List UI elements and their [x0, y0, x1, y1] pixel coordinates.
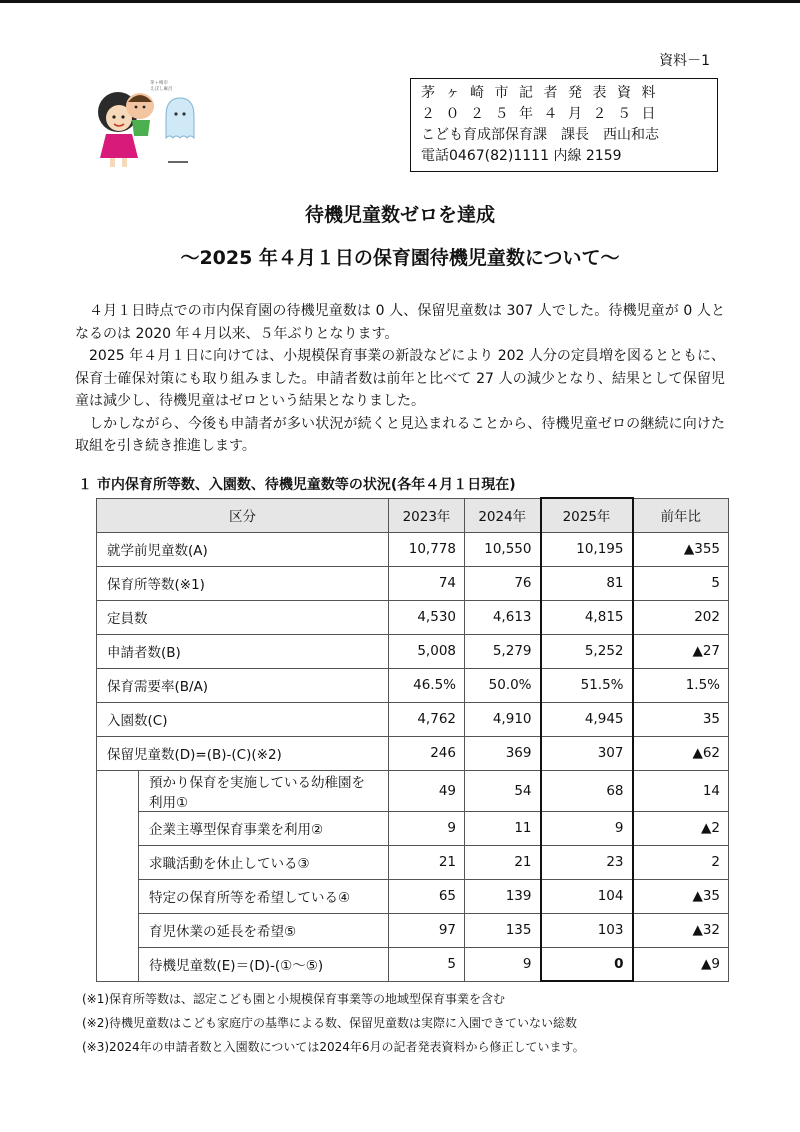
- paragraph: 2025 年４月１日に向けては、小規模保育事業の新設などにより 202 人分の定員増を図るとともに、保育士確保対策にも取り組みました。申請者数は前年と比べて 27 人の減少となり、結果として保留児童は減少し、待機児童はゼロという結果となりました。: [75, 348, 725, 409]
- column-header: 区分: [97, 498, 389, 532]
- cell-diff: 1.5%: [633, 668, 729, 702]
- cell-2025: 23: [541, 845, 633, 879]
- row-label: 預かり保育を実施している幼稚園を利用①: [139, 770, 389, 811]
- column-header: 2023年: [389, 498, 465, 532]
- cell-2024: 50.0%: [465, 668, 541, 702]
- cell-2025: 5,252: [541, 634, 633, 668]
- table-row: [97, 702, 729, 736]
- cell-diff: ▲35: [633, 879, 729, 913]
- cell-2023: 4,530: [389, 600, 465, 634]
- page-subtitle: ～2025 年４月１日の保育園待機児童数について～: [180, 247, 620, 269]
- press-release-box: [410, 78, 718, 172]
- cell-2024: 369: [465, 736, 541, 770]
- cell-2023: 97: [389, 913, 465, 947]
- cell-2024: 139: [465, 879, 541, 913]
- cell-2024: 9: [465, 947, 541, 981]
- footnote: (※2)待機児童数はこども家庭庁の基準による数、保留児童数は実際に入園できていない総数: [82, 1016, 578, 1030]
- press-release-date: ２０２５年４月２５日: [421, 106, 666, 122]
- cell-diff: 2: [633, 845, 729, 879]
- table-subrow: [97, 811, 729, 845]
- indent-gutter: [97, 845, 139, 879]
- top-rule: [0, 0, 800, 3]
- row-label: 企業主導型保育事業を利用②: [139, 811, 389, 845]
- table-subrow: [97, 913, 729, 947]
- cell-2025: 51.5%: [541, 668, 633, 702]
- column-header: 前年比: [633, 498, 729, 532]
- row-label: 入園数(C): [97, 702, 389, 736]
- table-row: [97, 668, 729, 702]
- cell-diff: 202: [633, 600, 729, 634]
- paragraph: しかしながら、今後も申請者が多い状況が続くと見込まれることから、待機児童ゼロの継続に向けた取組を引き続き推進します。: [75, 415, 725, 454]
- cell-2025: 4,815: [541, 600, 633, 634]
- cell-diff: 35: [633, 702, 729, 736]
- row-label: 求職活動を休止している③: [139, 845, 389, 879]
- cell-2023: 74: [389, 566, 465, 600]
- statistics-table: [96, 497, 729, 982]
- table-row: [97, 532, 729, 566]
- cell-2025: 9: [541, 811, 633, 845]
- cell-2023: 5: [389, 947, 465, 981]
- table-header-row: [97, 498, 729, 532]
- table-row: [97, 736, 729, 770]
- row-label: 待機児童数(E)＝(D)-(①～⑤): [139, 947, 389, 981]
- body-text: [75, 300, 725, 458]
- footnotes: [82, 987, 585, 1059]
- cell-2025: 0: [541, 947, 633, 981]
- row-label: 定員数: [97, 600, 389, 634]
- cell-2025: 68: [541, 770, 633, 811]
- cell-diff: ▲32: [633, 913, 729, 947]
- cell-2025: 307: [541, 736, 633, 770]
- cell-2023: 246: [389, 736, 465, 770]
- paragraph: ４月１日時点での市内保育園の待機児童数は 0 人、保留児童数は 307 人でした。待機児童が 0 人となるのは 2020 年４月以来、５年ぶりとなります。: [75, 303, 725, 342]
- cell-diff: ▲2: [633, 811, 729, 845]
- cell-diff: 14: [633, 770, 729, 811]
- cell-2024: 76: [465, 566, 541, 600]
- cell-2023: 9: [389, 811, 465, 845]
- cell-2024: 4,613: [465, 600, 541, 634]
- row-label: 特定の保育所等を希望している④: [139, 879, 389, 913]
- cell-2023: 49: [389, 770, 465, 811]
- cell-diff: ▲355: [633, 532, 729, 566]
- row-label: 保育需要率(B/A): [97, 668, 389, 702]
- cell-2024: 54: [465, 770, 541, 811]
- cell-diff: ▲62: [633, 736, 729, 770]
- column-header: 2024年: [465, 498, 541, 532]
- indent-gutter: [97, 811, 139, 845]
- row-label: 保留児童数(D)=(B)-(C)(※2): [97, 736, 389, 770]
- cell-2025: 10,195: [541, 532, 633, 566]
- cell-2024: 135: [465, 913, 541, 947]
- cell-2024: 21: [465, 845, 541, 879]
- row-label: 就学前児童数(A): [97, 532, 389, 566]
- table-row: [97, 566, 729, 600]
- city-mascot-logo: [88, 76, 208, 171]
- row-label: 育児休業の延長を希望⑤: [139, 913, 389, 947]
- cell-2023: 10,778: [389, 532, 465, 566]
- cell-2024: 11: [465, 811, 541, 845]
- table-row: [97, 600, 729, 634]
- page-title: 待機児童数ゼロを達成: [304, 204, 495, 226]
- press-release-contact: こども育成部保育課 課長 西山和志: [421, 127, 659, 143]
- cell-2024: 4,910: [465, 702, 541, 736]
- cell-2023: 4,762: [389, 702, 465, 736]
- press-release-heading: 茅ヶ崎市記者発表資料: [421, 85, 666, 101]
- indent-gutter: [97, 913, 139, 947]
- cell-2025: 104: [541, 879, 633, 913]
- cell-2023: 65: [389, 879, 465, 913]
- indent-gutter: [97, 947, 139, 981]
- section-title: １ 市内保育所等数、入園数、待機児童数等の状況(各年４月１日現在): [78, 477, 516, 493]
- cell-2023: 21: [389, 845, 465, 879]
- footnote: (※3)2024年の申請者数と入園数については2024年6月の記者発表資料から修正しています。: [82, 1040, 585, 1054]
- indent-gutter: [97, 770, 139, 811]
- row-label: 申請者数(B): [97, 634, 389, 668]
- table-subrow: [97, 845, 729, 879]
- table-row: [97, 634, 729, 668]
- cell-2025: 81: [541, 566, 633, 600]
- table-subrow: [97, 770, 729, 811]
- table-subrow: [97, 947, 729, 981]
- svg-text:えぼし麻呂: えぼし麻呂: [150, 87, 173, 92]
- svg-text:茅ヶ崎市: 茅ヶ崎市: [150, 81, 168, 86]
- indent-gutter: [97, 879, 139, 913]
- table-subrow: [97, 879, 729, 913]
- cell-2024: 10,550: [465, 532, 541, 566]
- cell-diff: ▲9: [633, 947, 729, 981]
- footnote: (※1)保育所等数は、認定こども園と小規模保育事業等の地域型保育事業を含む: [82, 992, 506, 1006]
- cell-diff: 5: [633, 566, 729, 600]
- press-release-phone: 電話0467(82)1111 内線 2159: [421, 148, 622, 164]
- cell-2024: 5,279: [465, 634, 541, 668]
- cell-2025: 4,945: [541, 702, 633, 736]
- document-label: 資料－1: [659, 53, 710, 69]
- cell-2023: 5,008: [389, 634, 465, 668]
- row-label: 保育所等数(※1): [97, 566, 389, 600]
- cell-2025: 103: [541, 913, 633, 947]
- cell-diff: ▲27: [633, 634, 729, 668]
- cell-2023: 46.5%: [389, 668, 465, 702]
- column-header: 2025年: [541, 498, 633, 532]
